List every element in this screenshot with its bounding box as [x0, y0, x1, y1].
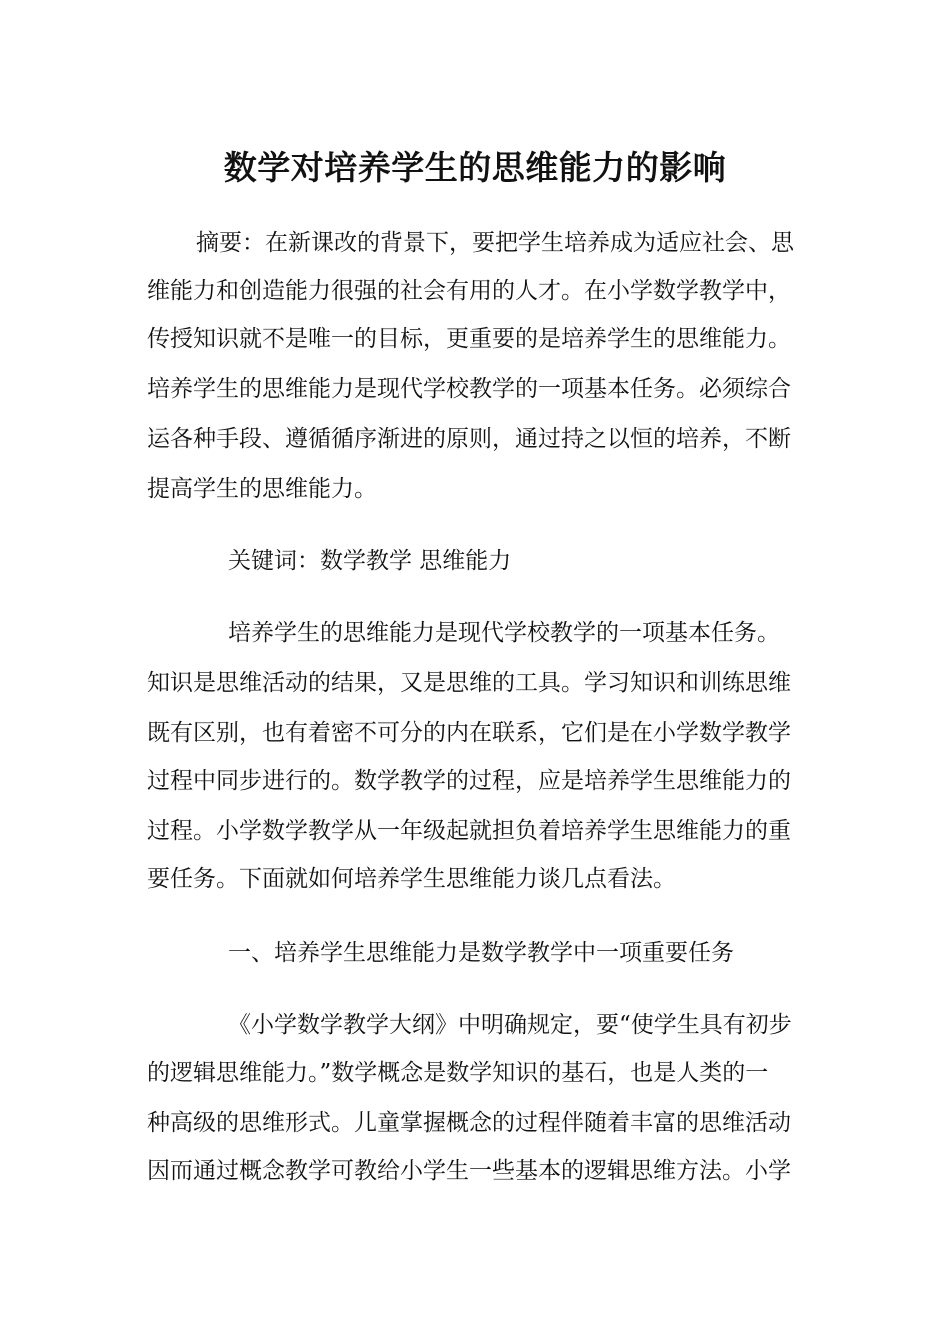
section-body-line: 《小学数学教学大纲》中明确规定，要“使学生具有初步: [228, 1012, 792, 1038]
abstract-line: 维能力和创造能力很强的社会有用的人才。在小学数学教学中，: [147, 278, 791, 304]
intro-line: 培养学生的思维能力是现代学校教学的一项基本任务。: [228, 620, 780, 646]
intro-line: 知识是思维活动的结果，又是思维的工具。学习知识和训练思维: [147, 670, 791, 696]
document-title: 数学对培养学生的思维能力的影响: [223, 148, 727, 187]
intro-line: 既有区别，也有着密不可分的内在联系，它们是在小学数学教学: [147, 720, 791, 746]
abstract-line: 运各种手段、遵循循序渐进的原则，通过持之以恒的培养，不断: [147, 426, 791, 452]
keywords-line: 关键词：数学教学 思维能力: [228, 548, 512, 574]
intro-line: 过程。小学数学教学从一年级起就担负着培养学生思维能力的重: [147, 818, 791, 844]
abstract-line: 摘要：在新课改的背景下，要把学生培养成为适应社会、思: [196, 230, 794, 256]
abstract-line: 提高学生的思维能力。: [147, 476, 377, 502]
intro-line: 要任务。下面就如何培养学生思维能力谈几点看法。: [147, 866, 676, 892]
abstract-line: 传授知识就不是唯一的目标，更重要的是培养学生的思维能力。: [147, 326, 791, 352]
section-heading: 一、培养学生思维能力是数学教学中一项重要任务: [228, 940, 734, 966]
abstract-line: 培养学生的思维能力是现代学校教学的一项基本任务。必须综合: [147, 376, 791, 402]
section-body-line: 的逻辑思维能力。”数学概念是数学知识的基石，也是人类的一: [147, 1060, 769, 1086]
intro-line: 过程中同步进行的。数学教学的过程，应是培养学生思维能力的: [147, 768, 791, 794]
section-body-line: 种高级的思维形式。儿童掌握概念的过程伴随着丰富的思维活动: [147, 1110, 791, 1136]
section-body-line: 因而通过概念教学可教给小学生一些基本的逻辑思维方法。小学: [147, 1158, 791, 1184]
